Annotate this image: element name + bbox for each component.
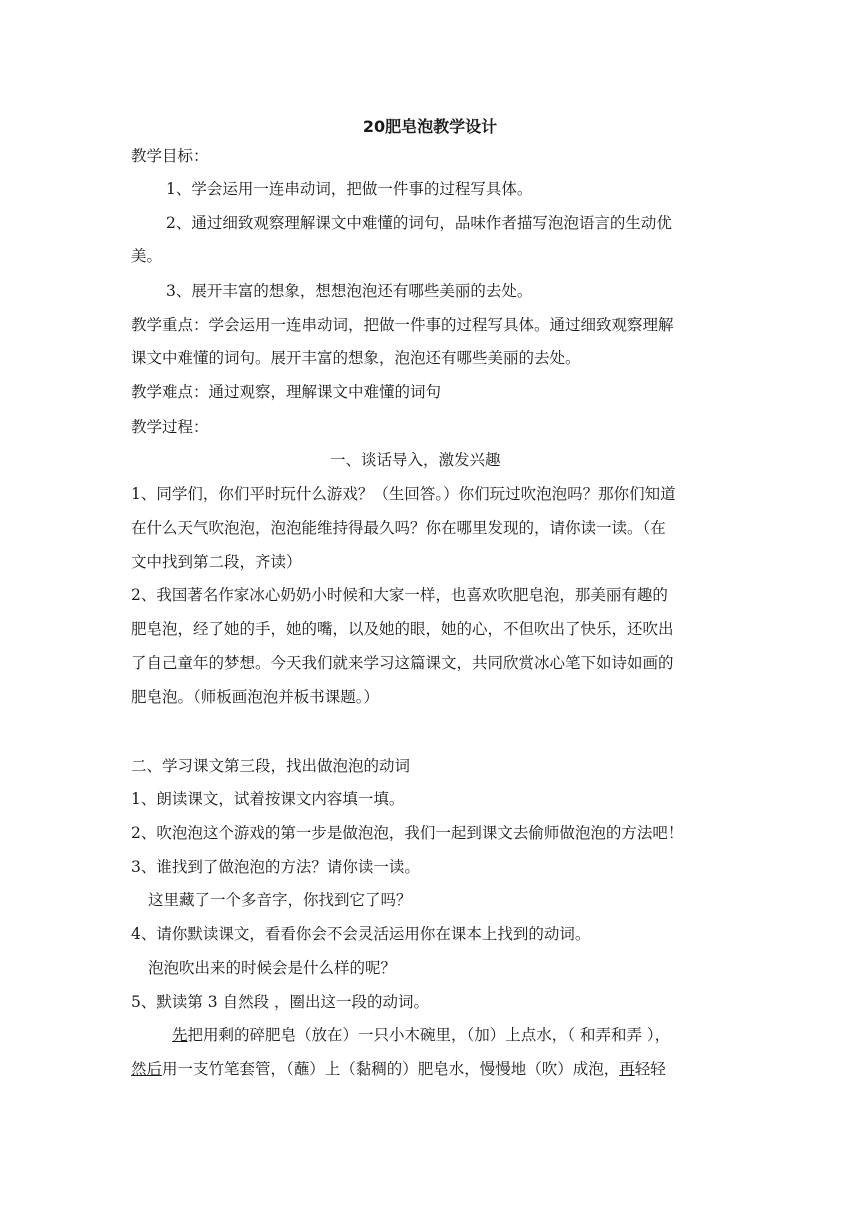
difficulty: 教学难点：通过观察，理解课文中难懂的词句 [131, 383, 442, 401]
objective-2: 2、通过细致观察理解课文中难懂的词句，品味作者描写泡泡语言的生动优 [166, 214, 672, 232]
underlined-word-first: 先 [172, 1026, 188, 1044]
verb-paragraph-line-1 [172, 1025, 776, 1045]
section1-line-6: 了自己童年的梦想。今天我们就来学习这篇课文，共同欣赏冰心笔下如诗如画的 [131, 654, 674, 672]
objectives-heading: 教学目标： [131, 147, 209, 165]
section1-line-5: 肥皂泡，经了她的手，她的嘴，以及她的眼，她的心，不但吹出了快乐，还吹出 [131, 620, 674, 638]
section2-line-3: 3、谁找到了做泡泡的方法？请你读一读。 [131, 858, 420, 876]
section1-line-4: 2、我国著名作家冰心奶奶小时候和大家一样，也喜欢吹肥皂泡，那美丽有趣的 [131, 586, 668, 604]
section1-heading: 一、谈话导入，激发兴趣 [330, 451, 501, 469]
section2-line-7: 5、默读第 3 自然段 ，圈出这一段的动词。 [131, 993, 430, 1011]
section1-line-7: 肥皂泡。（师板画泡泡并板书课题。） [131, 688, 380, 706]
key-points-line-1: 教学重点：学会运用一连串动词，把做一件事的过程写具体。通过细致观察理解 [131, 316, 674, 334]
document-title: 20肥皂泡教学设计 [362, 117, 498, 136]
verb-paragraph-line-2 [131, 1059, 735, 1079]
section2-heading: 二、学习课文第三段，找出做泡泡的动词 [131, 757, 411, 775]
key-points-line-2: 课文中难懂的词句。展开丰富的想象，泡泡还有哪些美丽的去处。 [131, 349, 581, 367]
section1-line-1: 1、同学们，你们平时玩什么游戏？（生回答。）你们玩过吹泡泡吗？那你们知道 [131, 485, 676, 503]
process-heading: 教学过程： [131, 418, 209, 436]
section1-line-3: 文中找到第二段，齐读） [131, 553, 302, 571]
section2-line-4: 这里藏了一个多音字，你找到它了吗？ [148, 891, 412, 909]
underlined-word-again: 再 [619, 1060, 635, 1078]
section1-line-2: 在什么天气吹泡泡，泡泡能维持得最久吗？你在哪里发现的，请你读一读。（在 [131, 519, 666, 537]
objective-1: 1、学会运用一连串动词，把做一件事的过程写具体。 [166, 180, 533, 198]
section2-line-5: 4、请你默读课文，看看你会不会灵活运用你在课本上找到的动词。 [131, 925, 591, 943]
objective-2-cont: 美。 [131, 247, 163, 265]
verb-paragraph-text-1: 把用剩的碎肥皂（放在）一只小木碗里，（加）上点水，（ 和弄和弄 ）， [187, 1026, 671, 1044]
section2-line-1: 1、朗读课文，试着按课文内容填一填。 [131, 790, 405, 808]
objective-3: 3、展开丰富的想象，想想泡泡还有哪些美丽的去处。 [166, 282, 533, 300]
underlined-word-then: 然后 [131, 1060, 163, 1078]
section2-line-6: 泡泡吹出来的时候会是什么样的呢？ [148, 959, 397, 977]
section2-line-2: 2、吹泡泡这个游戏的第一步是做泡泡，我们一起到课文去偷师做泡泡的方法吧！ [131, 824, 684, 842]
verb-paragraph-text-3: 轻轻 [634, 1060, 666, 1078]
verb-paragraph-text-2: 用一支竹笔套管，（蘸）上（黏稠的）肥皂水，慢慢地（吹）成泡， [162, 1060, 620, 1078]
